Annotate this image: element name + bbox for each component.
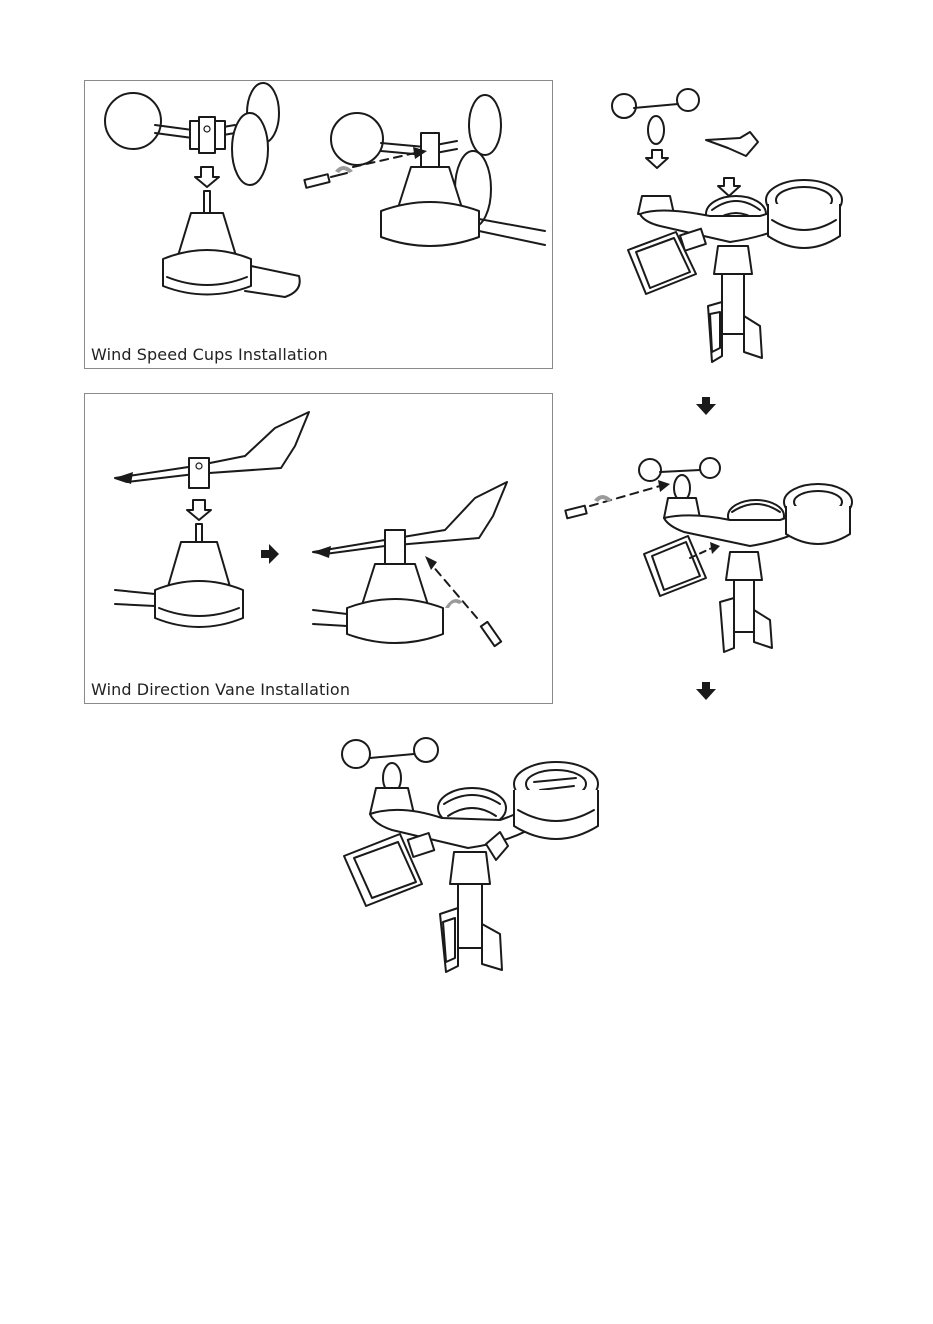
hollow-down-arrow-icon [718, 178, 740, 196]
cups-step-2-illustration [85, 81, 554, 370]
down-arrow-icon [696, 682, 716, 700]
hollow-down-arrow-icon [646, 150, 668, 168]
wind-speed-panel [84, 80, 553, 369]
assembly-step-2-illustration [560, 456, 860, 656]
assembled-sensor-illustration [330, 728, 630, 988]
down-arrow-icon [696, 397, 716, 415]
step-down-arrow-1 [697, 397, 717, 417]
wind-direction-caption: Wind Direction Vane Installation [91, 680, 351, 699]
screwdriver-icon [565, 480, 670, 518]
wind-speed-caption: Wind Speed Cups Installation [91, 345, 328, 364]
wind-direction-panel [84, 393, 553, 704]
step-down-arrow-2 [697, 682, 717, 702]
assembly-step-1-illustration [600, 86, 860, 366]
vane-step-2-illustration [85, 394, 554, 705]
